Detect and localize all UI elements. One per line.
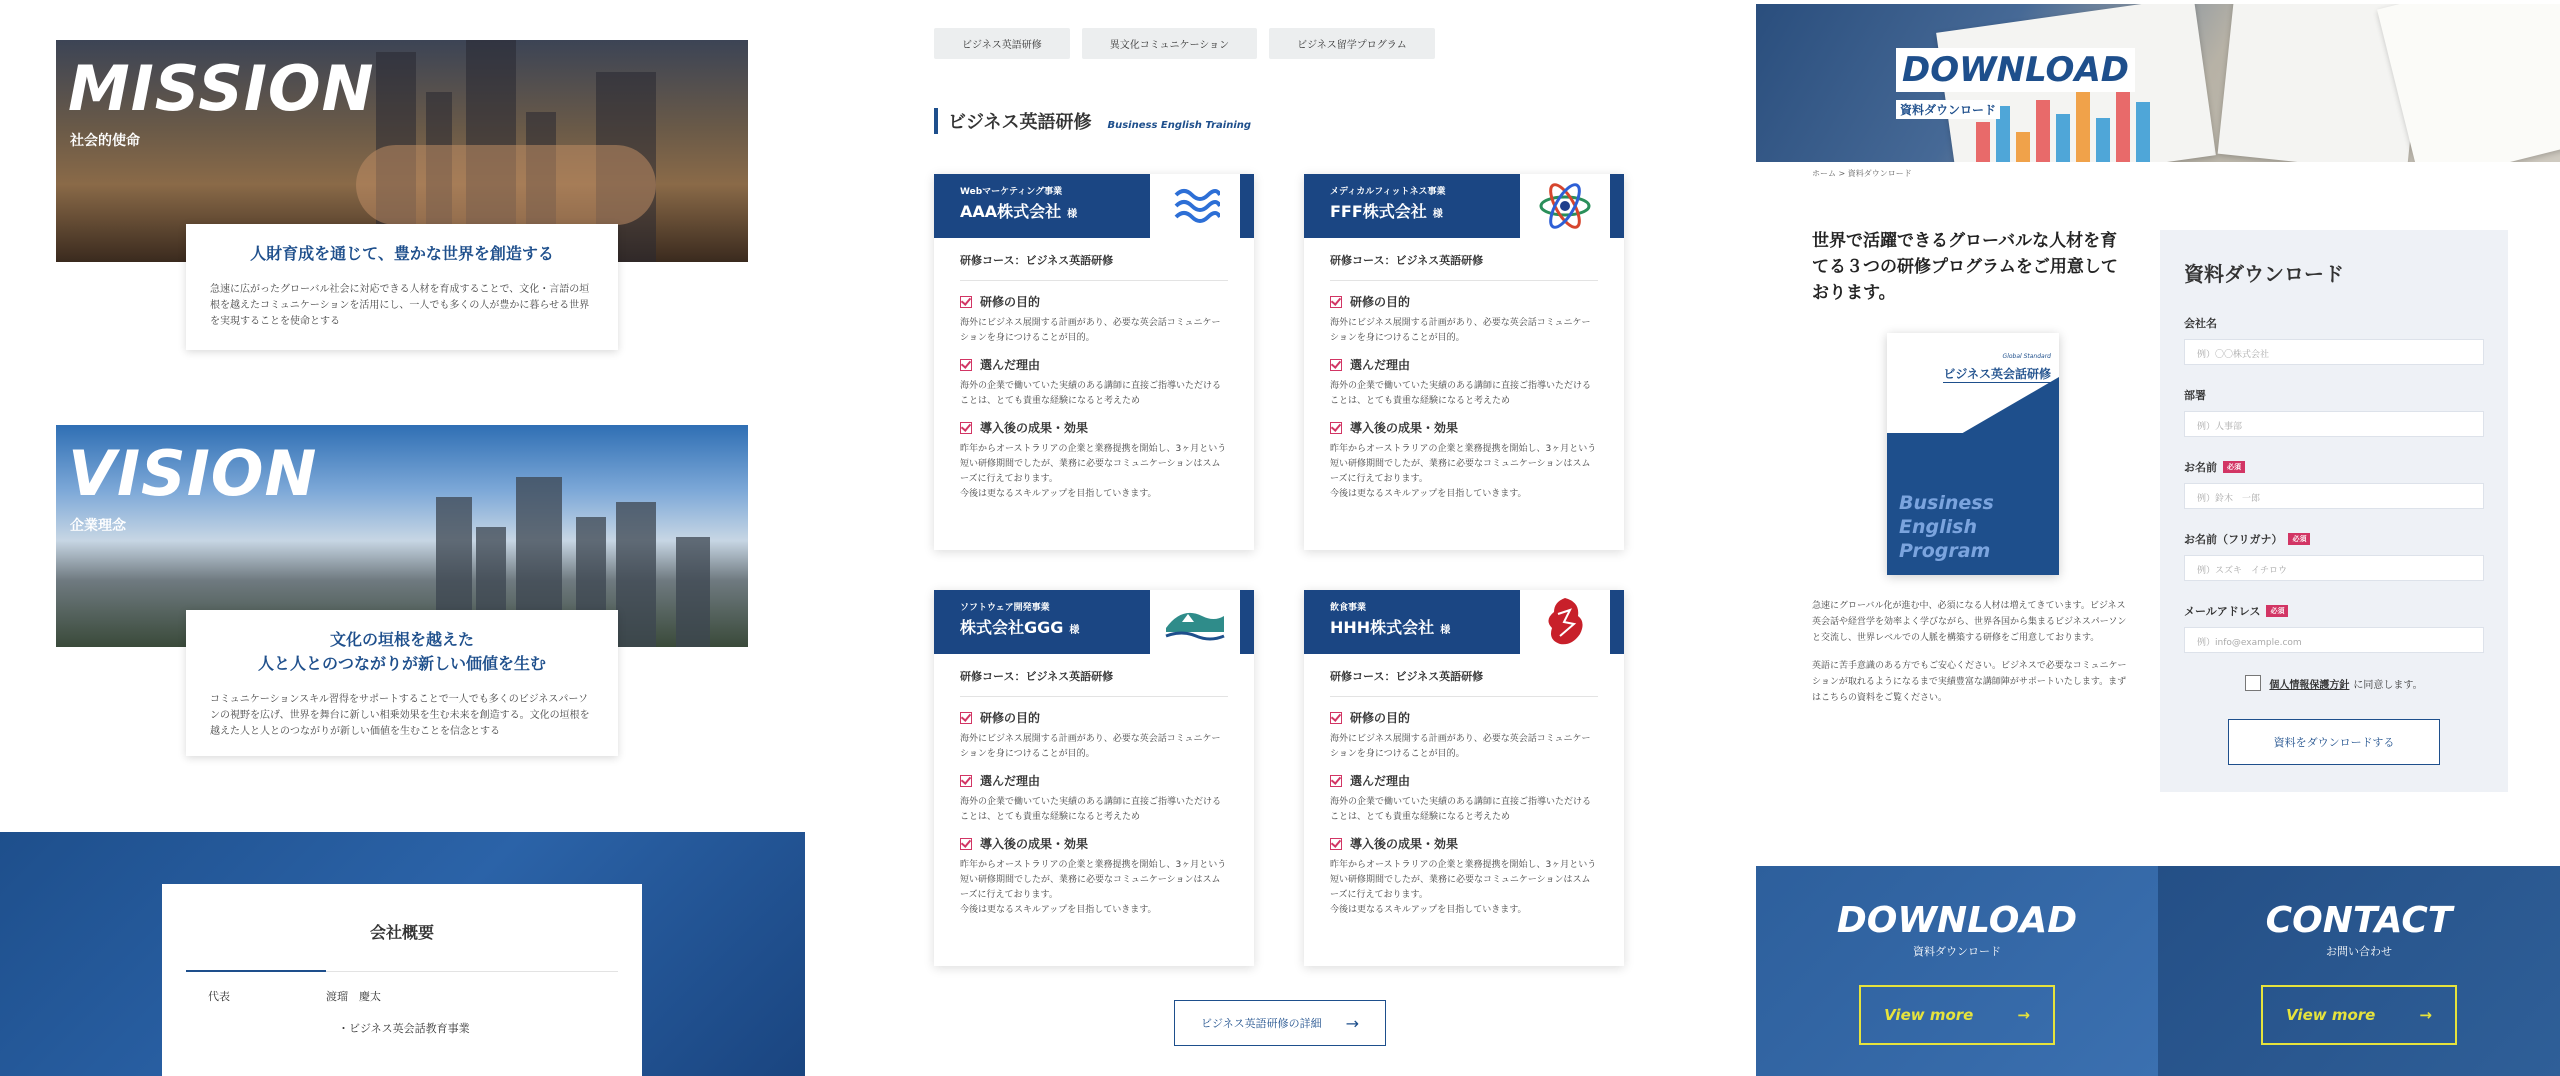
- check-icon: [1330, 296, 1342, 308]
- purpose-title: 研修の目的: [960, 293, 1228, 310]
- case-card-aaa: [934, 174, 1254, 550]
- wave-island-logo-icon: [1150, 590, 1240, 654]
- check-icon: [1330, 422, 1342, 434]
- mission-title: MISSION: [68, 52, 375, 125]
- course-label: 研修コース：ビジネス英語研修: [960, 252, 1228, 281]
- section-title-en: Business English Training: [1107, 120, 1252, 131]
- case-card-hhh: [1304, 590, 1624, 966]
- check-icon: [1330, 712, 1342, 724]
- company-overview-card: [162, 884, 642, 1076]
- mission-subtitle: 社会的使命: [70, 133, 140, 149]
- cta-download-title: DOWNLOAD: [1836, 900, 2078, 941]
- reason-text: 海外の企業で働いていた実績のある講師に直接ご指導いただけることは、とても貴重な経験になると考えため: [1330, 797, 1592, 822]
- required-badge: 必須: [2266, 605, 2288, 617]
- industry-label: ソフトウェア開発事業: [960, 603, 1050, 613]
- training-detail-button[interactable]: [1174, 1000, 1386, 1046]
- privacy-agreement: 個人情報保護方針 に同意します。: [2184, 675, 2484, 691]
- purpose-title: 研修の目的: [960, 709, 1228, 726]
- arrow-right-icon: →: [1345, 1013, 1360, 1033]
- tab-business-english[interactable]: ビジネス英語研修: [934, 28, 1070, 59]
- check-icon: [1330, 838, 1342, 850]
- rep-label: 代表: [186, 970, 326, 1004]
- brochure-en-title: Business English Program: [1899, 492, 1994, 562]
- cta-contact-subtitle: お問い合わせ: [2326, 945, 2392, 958]
- reason-title: 選んだ理由: [960, 772, 1228, 789]
- download-hero-image: [1756, 4, 2560, 162]
- check-icon: [1330, 359, 1342, 371]
- kana-field-label: お名前（フリガナ） 必須: [2184, 531, 2484, 547]
- privacy-checkbox[interactable]: [2245, 675, 2261, 691]
- vision-card: [186, 610, 618, 756]
- arrow-right-icon: →: [2017, 1006, 2030, 1024]
- purpose-text: 海外にビジネス展開する計画があり、必要な英会話コミュニケーションを身につけることが目的。: [960, 734, 1221, 759]
- purpose-text: 海外にビジネス展開する計画があり、必要な英会話コミュニケーションを身につけることが目的。: [1330, 734, 1591, 759]
- download-hero-title: DOWNLOAD: [1896, 48, 2135, 92]
- required-badge: 必須: [2223, 461, 2245, 473]
- check-icon: [960, 359, 972, 371]
- result-text: 昨年からオーストラリアの企業と業務提携を開始し、3ヶ月という短い研修期間でしたが、業務に必要なコミュニケーションはスムーズに行えております。 今後は更なるスキルアップを目指していきます。: [960, 860, 1227, 915]
- download-hero-subtitle: 資料ダウンロード: [1896, 100, 2000, 119]
- download-submit-button[interactable]: 資料をダウンロードする: [2228, 719, 2440, 765]
- company-row-representative: [186, 971, 618, 1004]
- mission-text: 急速に広がったグローバル社会に対応できる人材を育成することで、文化・言語の垣根を越えたコミュニケーションを活用にし、一人でも多くの人が豊かに暮らせる世界を実現することを使命とする: [210, 284, 590, 327]
- company-field-label: 会社名: [2184, 317, 2217, 330]
- handshake-graphic: [356, 145, 656, 225]
- cta-contact-button[interactable]: View more →: [2261, 985, 2457, 1045]
- brochure-tagline: Global Standard: [2002, 353, 2051, 360]
- case-card-fff: [1304, 174, 1624, 550]
- reason-text: 海外の企業で働いていた実績のある講師に直接ご指導いただけることは、とても貴重な経験になると考えため: [960, 381, 1222, 406]
- purpose-text: 海外にビジネス展開する計画があり、必要な英会話コミュニケーションを身につけることが目的。: [1330, 318, 1591, 343]
- reason-text: 海外の企業で働いていた実績のある講師に直接ご指導いただけることは、とても貴重な経験になると考えため: [1330, 381, 1592, 406]
- breadcrumb-current: 資料ダウンロード: [1847, 169, 1912, 178]
- result-title: 導入後の成果・効果: [960, 835, 1228, 852]
- purpose-title: 研修の目的: [1330, 709, 1598, 726]
- reason-title: 選んだ理由: [960, 356, 1228, 373]
- breadcrumb: ホーム > 資料ダウンロード: [1812, 169, 1912, 178]
- tab-cross-cultural[interactable]: 異文化コミュニケーション: [1082, 28, 1257, 59]
- company-field[interactable]: 例）〇〇株式会社: [2184, 339, 2484, 365]
- breadcrumb-home[interactable]: ホーム: [1812, 169, 1836, 178]
- check-icon: [1330, 775, 1342, 787]
- waves-logo-icon: [1150, 174, 1240, 238]
- reason-title: 選んだ理由: [1330, 356, 1598, 373]
- detail-button-label: ビジネス英語研修の詳細: [1200, 1017, 1322, 1030]
- check-icon: [960, 422, 972, 434]
- program-tabs: [934, 28, 1435, 59]
- email-field[interactable]: 例）info@example.com: [2184, 627, 2484, 653]
- reason-text: 海外の企業で働いていた実績のある講師に直接ご指導いただけることは、とても貴重な経験になると考えため: [960, 797, 1222, 822]
- industry-label: メディカルフィットネス事業: [1330, 187, 1446, 197]
- course-label: 研修コース：ビジネス英語研修: [960, 668, 1228, 697]
- company-name: 株式会社GGG 様: [960, 618, 1080, 637]
- department-field-label: 部署: [2184, 389, 2206, 402]
- case-card-ggg: [934, 590, 1254, 966]
- download-page-panel: [1756, 0, 2560, 1076]
- vision-title: VISION: [68, 437, 318, 510]
- required-badge: 必須: [2288, 533, 2310, 545]
- purpose-title: 研修の目的: [1330, 293, 1598, 310]
- company-overview-title: 会社概要: [369, 923, 434, 942]
- cta-contact: [2158, 866, 2560, 1076]
- check-icon: [960, 775, 972, 787]
- purpose-text: 海外にビジネス展開する計画があり、必要な英会話コミュニケーションを身につけることが目的。: [960, 318, 1221, 343]
- download-form: [2160, 230, 2508, 792]
- result-text: 昨年からオーストラリアの企業と業務提携を開始し、3ヶ月という短い研修期間でしたが、業務に必要なコミュニケーションはスムーズに行えております。 今後は更なるスキルアップを目指していきます。: [1330, 860, 1597, 915]
- name-field[interactable]: 例）鈴木 一郎: [2184, 483, 2484, 509]
- result-text: 昨年からオーストラリアの企業と業務提携を開始し、3ヶ月という短い研修期間でしたが、業務に必要なコミュニケーションはスムーズに行えております。 今後は更なるスキルアップを目指していきます。: [1330, 444, 1597, 499]
- tab-study-abroad[interactable]: ビジネス留学プログラム: [1269, 28, 1435, 59]
- download-description: 急速にグローバル化が進む中、必須になる人材は増えてきています。ビジネス英会話や経営学を効率よく学びながら、世界各国から集まるビジネスパーソンと交流し、世界レベルでの人脈を構築する研修をご用意しております。 英語に苦手意識のある方でもご安心ください。ビジネスで必要なコミュニケーションが取れるようになるまで実績豊富な講師陣がサポートいたします。まずはこちらの資料をご覧ください。: [1812, 601, 2127, 703]
- download-lead: 世界で活躍できるグローバルな人材を育てる３つの研修プログラムをご用意しております。: [1812, 231, 2118, 303]
- about-page-panel: [0, 0, 805, 1076]
- email-field-label: メールアドレス 必須: [2184, 603, 2484, 619]
- course-label: 研修コース：ビジネス英語研修: [1330, 252, 1598, 281]
- atom-logo-icon: [1520, 174, 1610, 238]
- form-title: 資料ダウンロード: [2184, 262, 2344, 286]
- rep-value: 渡瑠 慶太: [326, 990, 381, 1003]
- reason-title: 選んだ理由: [1330, 772, 1598, 789]
- industry-label: 飲食事業: [1330, 603, 1367, 613]
- company-name: HHH株式会社 様: [1330, 618, 1451, 637]
- result-title: 導入後の成果・効果: [1330, 835, 1598, 852]
- cta-download: [1756, 866, 2158, 1076]
- vision-subtitle: 企業理念: [70, 518, 126, 534]
- company-name: FFF株式会社 様: [1330, 202, 1443, 221]
- check-icon: [960, 838, 972, 850]
- cta-contact-title: CONTACT: [2265, 900, 2453, 941]
- section-title: [934, 108, 1251, 134]
- cta-download-subtitle: 資料ダウンロード: [1913, 945, 2001, 958]
- result-title: 導入後の成果・効果: [1330, 419, 1598, 436]
- course-label: 研修コース：ビジネス英語研修: [1330, 668, 1598, 697]
- check-icon: [960, 296, 972, 308]
- training-page-panel: [900, 0, 1680, 1076]
- business-item: ・ビジネス英会話教育事業: [338, 1022, 470, 1035]
- vision-heading: 文化の垣根を越えた 人と人とのつながりが新しい価値を生む: [257, 630, 546, 673]
- dragon-logo-icon: [1520, 590, 1610, 654]
- mission-card: [186, 224, 618, 350]
- mission-heading: 人財育成を通じて、豊かな世界を創造する: [250, 244, 554, 263]
- cta-download-button[interactable]: View more →: [1859, 985, 2055, 1045]
- kana-field[interactable]: 例）スズキ イチロウ: [2184, 555, 2484, 581]
- section-title-ja: ビジネス英語研修: [948, 112, 1092, 133]
- result-text: 昨年からオーストラリアの企業と業務提携を開始し、3ヶ月という短い研修期間でしたが、業務に必要なコミュニケーションはスムーズに行えております。 今後は更なるスキルアップを目指していきます。: [960, 444, 1227, 499]
- company-name: AAA株式会社 様: [960, 202, 1078, 221]
- brochure-title: ビジネス英会話研修: [1943, 367, 2051, 381]
- department-field[interactable]: 例）人事部: [2184, 411, 2484, 437]
- industry-label: Webマーケティング事業: [960, 187, 1063, 197]
- check-icon: [960, 712, 972, 724]
- name-field-label: お名前 必須: [2184, 459, 2484, 475]
- result-title: 導入後の成果・効果: [960, 419, 1228, 436]
- brochure-cover-image: [1887, 333, 2059, 575]
- privacy-policy-link[interactable]: 個人情報保護方針: [2269, 679, 2350, 691]
- arrow-right-icon: →: [2419, 1006, 2432, 1024]
- vision-text: コミュニケーションスキル習得をサポートすることで一人でも多くのビジネスパーソンの視野を広げ、世界を舞台に新しい相乗効果を生む未来を創造する。文化の垣根を越えた人と人とのつながりが新しい価値を生むことを信念とする: [210, 694, 590, 737]
